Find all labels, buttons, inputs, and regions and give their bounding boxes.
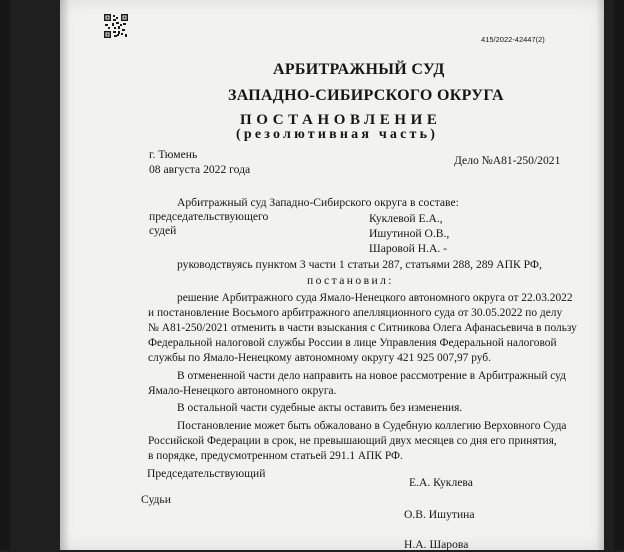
signature-judge2-name: Н.А. Шарова	[404, 538, 469, 551]
page-shadow-right	[596, 0, 604, 550]
city: г. Тюмень	[149, 148, 198, 161]
ruled-heading: постановил:	[307, 274, 394, 287]
presiding-label: председательствующего	[149, 210, 269, 223]
guided-by-text: руководствуясь пунктом 3 части 1 статьи 287, статьями 288, 289 АПК РФ,	[177, 258, 542, 271]
ruling-line: решение Арбитражного суда Ямало-Ненецкого автономного округа от 22.03.2022	[177, 292, 573, 304]
ruling-line: Ямало-Ненецкого автономного округа.	[148, 385, 337, 397]
judges-label: судей	[149, 224, 177, 237]
signature-judges-label: Судьи	[141, 493, 171, 506]
ruling-line: Российской Федерации в срок, не превышающий двух месяцев со дня его принятия,	[148, 435, 557, 447]
ruling-line: Постановление может быть обжаловано в Судебную коллегию Верховного Суда	[177, 420, 567, 432]
signature-presiding-name: Е.А. Куклева	[409, 476, 473, 489]
case-number: Дело №А81-250/2021	[454, 154, 561, 167]
document-type: ПОСТАНОВЛЕНИЕ	[240, 112, 442, 128]
page-shadow-left	[60, 0, 70, 550]
ruling-line: службы по Ямало-Ненецкому автономному округу 421 925 007,97 руб.	[148, 352, 491, 364]
presiding-name: Куклевой Е.А.,	[369, 212, 443, 225]
case-code: 415/2022-42447(2)	[481, 35, 545, 44]
composition-intro: Арбитражный суд Западно-Сибирского округа в составе:	[177, 196, 459, 209]
viewer-edge-right	[614, 0, 624, 550]
ruling-line: Федеральной налоговой службы России в лице Управления Федеральной налоговой	[148, 337, 557, 349]
ruling-line: в порядке, предусмотренном статьей 291.1 АПК РФ.	[148, 450, 403, 462]
viewer-edge-left	[0, 0, 10, 550]
qr-code-icon	[104, 14, 128, 38]
signature-presiding-label: Председательствующий	[147, 467, 266, 480]
ruling-line: В отмененной части дело направить на новое рассмотрение в Арбитражный суд	[177, 370, 566, 382]
judge1-name: Ишутиной О.В.,	[369, 227, 450, 240]
ruling-line: В остальной части судебные акты оставить без изменения.	[177, 402, 463, 414]
signature-judge1-name: О.В. Ишутина	[404, 508, 475, 521]
judge2-name: Шаровой Н.А. -	[369, 242, 448, 255]
document-subtype: (резолютивная часть)	[236, 127, 439, 142]
court-name-line1: АРБИТРАЖНЫЙ СУД	[273, 61, 445, 78]
ruling-line: и постановление Восьмого арбитражного апелляционного суда от 30.05.2022 по делу	[148, 307, 563, 319]
document-date: 08 августа 2022 года	[149, 163, 251, 176]
court-name-line2: ЗАПАДНО-СИБИРСКОГО ОКРУГА	[228, 87, 504, 104]
ruling-line: № А81-250/2021 отменить в части взыскания с Ситникова Олега Афанасьевича в пользу	[148, 322, 577, 334]
